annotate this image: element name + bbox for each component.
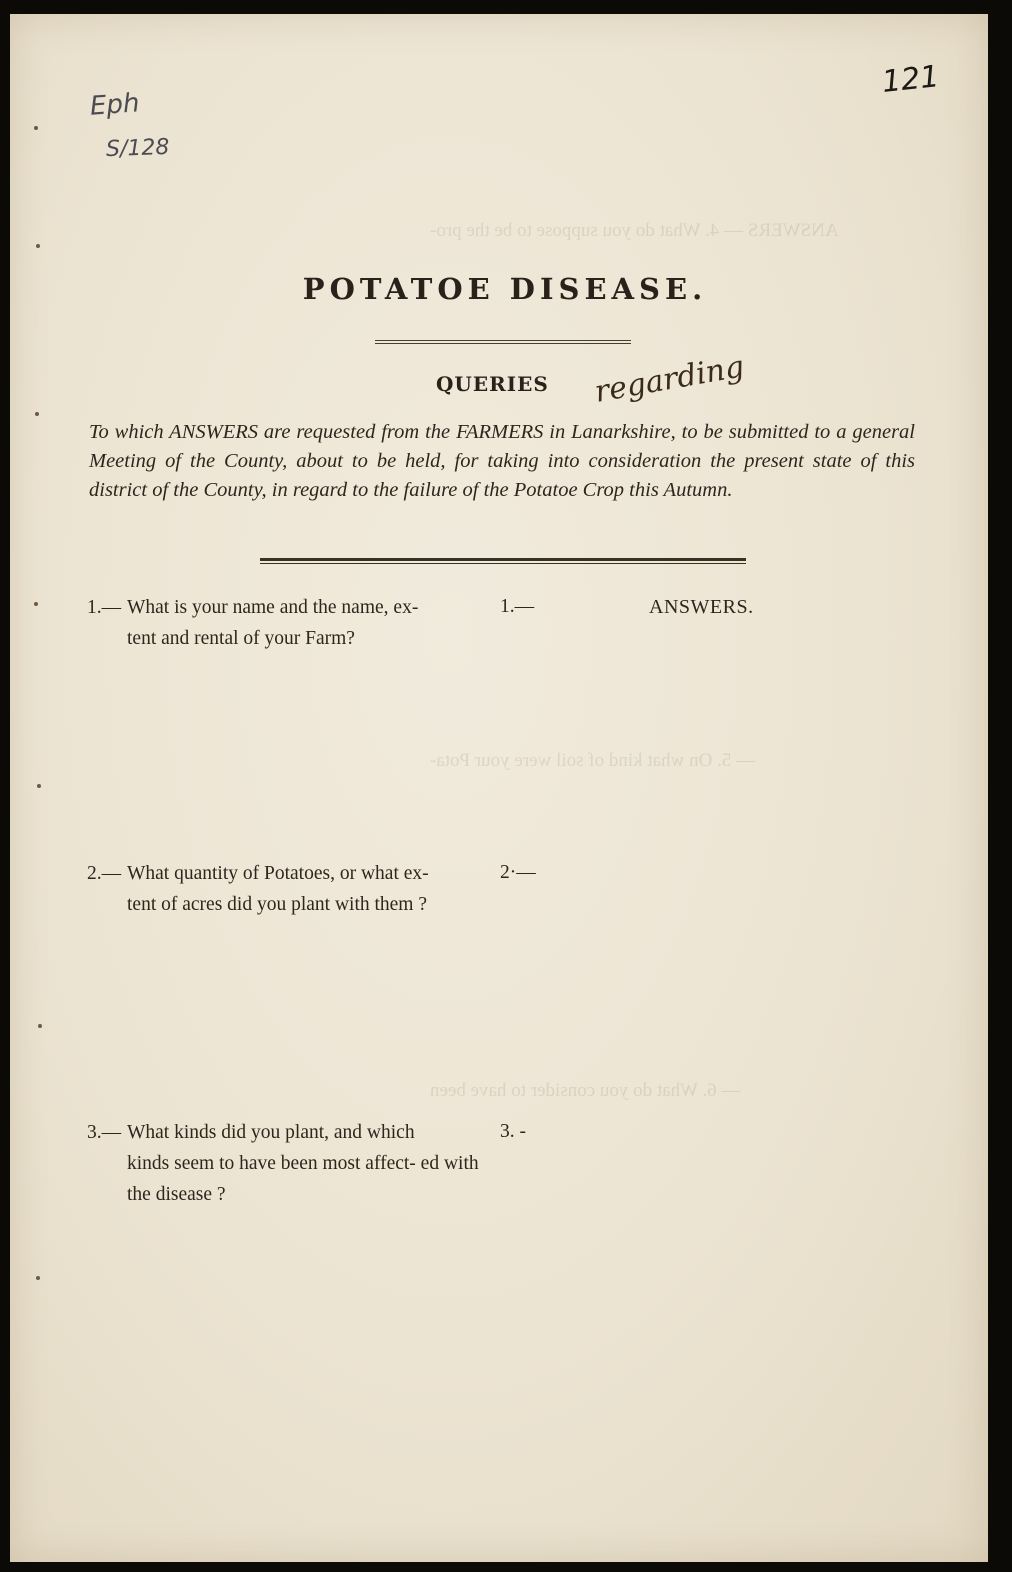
question-number: 3.— — [87, 1122, 122, 1143]
question-number: 1.— — [87, 597, 122, 618]
binding-hole — [36, 1276, 40, 1280]
question-text-line1: What is your name and the name, ex- — [127, 597, 419, 618]
answer-2-field[interactable]: 2·— — [500, 862, 536, 883]
question-1 — [87, 592, 479, 654]
question-text-line1: What kinds did you plant, and which — [127, 1122, 415, 1143]
show-through-text: ANSWERS — 4. What do you suppose to be the pro- — [430, 220, 839, 241]
intro-paragraph: To which ANSWERS are requested from the FARMERS in Lanarkshire, to be submitted to a general Meeting of the County, about to be held, for taking into consideration the present state of this district of the County, in regard to the failure of the Potatoe Crop this Autumn. — [89, 421, 915, 501]
handwritten-eph-note: Eph — [89, 88, 141, 122]
binding-hole — [36, 244, 40, 248]
question-number: 2.— — [87, 863, 122, 884]
question-text-rest: kinds seem to have been most affect- ed with the disease ? — [127, 1153, 479, 1205]
paper-sheet — [10, 14, 988, 1562]
page-title: POTATOE DISEASE. — [302, 272, 708, 306]
question-text-rest: tent and rental of your Farm? — [127, 628, 355, 649]
queries-heading: QUERIES — [436, 372, 549, 396]
question-text-line1: What quantity of Potatoes, or what ex- — [127, 863, 429, 884]
binding-hole — [34, 602, 38, 606]
handwritten-insert: regarding — [592, 349, 747, 410]
question-3 — [87, 1117, 479, 1210]
title-divider — [375, 340, 631, 344]
handwritten-folio-number: 121 — [880, 59, 941, 100]
show-through-text: — 5. On what kind of soil were your Pota- — [430, 750, 756, 771]
answers-heading: ANSWERS. — [649, 596, 754, 618]
answer-1-field[interactable]: 1.— — [500, 596, 535, 617]
binding-hole — [34, 126, 38, 130]
section-divider — [260, 558, 746, 564]
binding-hole — [37, 784, 41, 788]
question-text-rest: tent of acres did you plant with them ? — [127, 894, 428, 915]
binding-hole — [38, 1024, 42, 1028]
question-2 — [87, 858, 479, 920]
answer-3-field[interactable]: 3. - — [500, 1121, 526, 1142]
binding-hole — [35, 412, 39, 416]
show-through-text: — 6. What do you consider to have been — [430, 1080, 741, 1101]
handwritten-shelfmark: S/128 — [105, 134, 170, 163]
